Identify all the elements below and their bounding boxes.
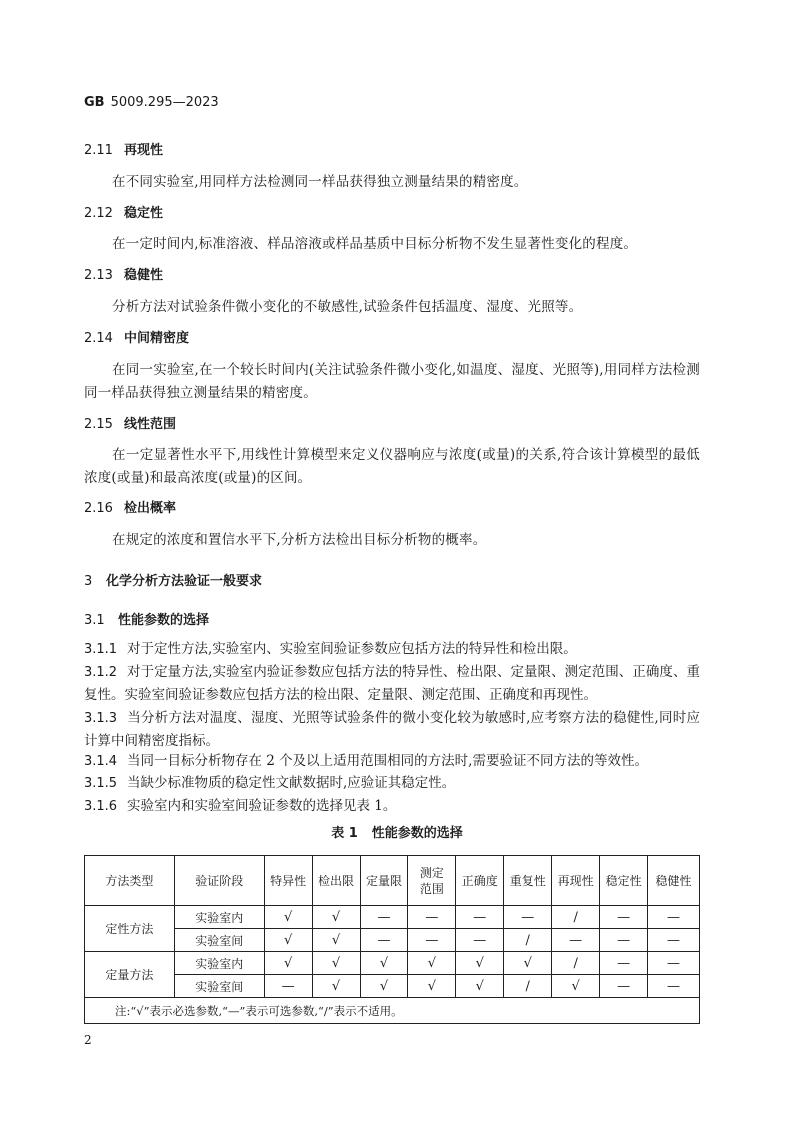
table-cell: / xyxy=(504,975,552,998)
table-cell: — xyxy=(264,975,312,998)
section-heading-2-16 xyxy=(84,497,176,520)
section-body-2-16: 在规定的浓度和置信水平下,分析方法检出目标分析物的概率。 xyxy=(112,532,487,548)
table-cell: √ xyxy=(312,929,360,952)
table-caption-number: 表 1 xyxy=(331,826,358,841)
section-heading-2-12 xyxy=(84,202,163,225)
clause-number: 3.1.1 xyxy=(84,642,118,657)
chapter-title: 化学分析方法验证一般要求 xyxy=(106,574,263,589)
table-cell: — xyxy=(648,975,700,998)
table-cell: — xyxy=(648,952,700,975)
table-cell: — xyxy=(360,906,408,929)
section-body-2-11: 在不同实验室,用同样方法检测同一样品获得独立测量结果的精密度。 xyxy=(112,174,528,190)
header-line: 测定 xyxy=(419,865,444,880)
clause-3-1-1 xyxy=(84,638,700,661)
table-cell: — xyxy=(408,929,456,952)
section-heading-2-15 xyxy=(84,413,176,436)
section-number: 2.16 xyxy=(84,501,113,516)
section-title: 再现性 xyxy=(124,143,164,158)
table-cell: √ xyxy=(552,975,600,998)
table-cell: √ xyxy=(456,975,504,998)
section-title: 检出概率 xyxy=(124,501,177,516)
section-number: 2.13 xyxy=(84,268,113,283)
table-cell: — xyxy=(360,929,408,952)
standard-code: 5009.295—2023 xyxy=(110,95,219,110)
table-note-row xyxy=(85,998,700,1024)
table-cell: √ xyxy=(456,952,504,975)
section-title: 稳定性 xyxy=(124,206,164,221)
clause-3-1-4 xyxy=(84,750,700,773)
clause-text: 对于定量方法,实验室内验证参数应包括方法的特异性、检出限、定量限、测定范围、正确度、重复性。实验室间验证参数应包括方法的检出限、定量限、测定范围、正确度和再现性。 xyxy=(84,664,700,703)
method-type-cell: 定量方法 xyxy=(85,952,175,998)
table-header-cell xyxy=(408,856,456,906)
standard-header xyxy=(84,95,219,110)
table-cell: — xyxy=(456,929,504,952)
clause-number: 3.1.4 xyxy=(84,754,118,769)
chapter-number: 3 xyxy=(84,574,93,589)
stage-cell: 实验室内 xyxy=(174,906,264,929)
clause-number: 3.1.2 xyxy=(84,665,118,680)
section-title: 性能参数的选择 xyxy=(118,613,210,628)
page-number: 2 xyxy=(84,1033,92,1047)
table-caption xyxy=(0,822,794,845)
table-header-cell: 稳定性 xyxy=(600,856,648,906)
stage-cell: 实验室间 xyxy=(174,975,264,998)
table-cell: — xyxy=(648,906,700,929)
performance-parameter-table xyxy=(84,855,700,1024)
table-header-cell: 方法类型 xyxy=(85,856,175,906)
clause-number: 3.1.6 xyxy=(84,799,118,814)
table-cell: √ xyxy=(360,975,408,998)
table-cell: √ xyxy=(312,952,360,975)
table-header-cell: 稳健性 xyxy=(648,856,700,906)
clause-number: 3.1.3 xyxy=(84,711,118,726)
table-header-cell: 正确度 xyxy=(456,856,504,906)
method-type-cell: 定性方法 xyxy=(85,906,175,952)
section-body-2-14: 在同一实验室,在一个较长时间内(关注试验条件微小变化,如温度、湿度、光照等),用同样方法检测同一样品获得独立测量结果的精密度。 xyxy=(84,362,700,401)
table-header-cell: 重复性 xyxy=(504,856,552,906)
table-cell: √ xyxy=(312,975,360,998)
table-cell: / xyxy=(552,952,600,975)
stage-cell: 实验室内 xyxy=(174,952,264,975)
clause-3-1-2 xyxy=(84,661,700,707)
section-body-2-13: 分析方法对试验条件微小变化的不敏感性,试验条件包括温度、湿度、光照等。 xyxy=(112,299,583,315)
table-cell: √ xyxy=(408,952,456,975)
section-heading-3-1 xyxy=(84,609,209,632)
table-cell: / xyxy=(552,906,600,929)
table-cell: — xyxy=(504,906,552,929)
section-number: 2.15 xyxy=(84,417,113,432)
stage-cell: 实验室间 xyxy=(174,929,264,952)
table-header-cell: 特异性 xyxy=(264,856,312,906)
section-body-2-12: 在一定时间内,标准溶液、样品溶液或样品基质中目标分析物不发生显著性变化的程度。 xyxy=(112,236,638,252)
section-title: 线性范围 xyxy=(124,417,177,432)
table-cell: — xyxy=(600,929,648,952)
table-cell: — xyxy=(600,906,648,929)
table-cell: — xyxy=(600,975,648,998)
table-row xyxy=(85,929,700,952)
section-title: 稳健性 xyxy=(124,268,164,283)
section-body-2-15: 在一定显著性水平下,用线性计算模型来定义仪器响应与浓度(或量)的关系,符合该计算模型的最低浓度(或量)和最高浓度(或量)的区间。 xyxy=(84,447,700,486)
table-row xyxy=(85,975,700,998)
table-cell: — xyxy=(648,929,700,952)
table-cell: — xyxy=(456,906,504,929)
table-row xyxy=(85,906,700,929)
table-header-cell: 验证阶段 xyxy=(174,856,264,906)
table-cell: √ xyxy=(408,975,456,998)
header-line: 范围 xyxy=(419,881,444,896)
section-number: 3.1 xyxy=(84,613,105,628)
table-cell: — xyxy=(552,929,600,952)
table-header-cell: 再现性 xyxy=(552,856,600,906)
clause-text: 当同一目标分析物存在 2 个及以上适用范围相同的方法时,需要验证不同方法的等效性。 xyxy=(127,753,648,769)
table-cell: — xyxy=(408,906,456,929)
table-cell: √ xyxy=(264,929,312,952)
table-cell: √ xyxy=(360,952,408,975)
section-heading-2-11 xyxy=(84,139,163,162)
standard-prefix: GB xyxy=(84,95,105,110)
clause-text: 对于定性方法,实验室内、实验室间验证参数应包括方法的特异性和检出限。 xyxy=(127,641,577,657)
table-header-cell: 检出限 xyxy=(312,856,360,906)
table-header-cell: 定量限 xyxy=(360,856,408,906)
chapter-heading-3 xyxy=(84,570,262,593)
section-heading-2-13 xyxy=(84,264,163,287)
clause-text: 当分析方法对温度、湿度、光照等试验条件的微小变化较为敏感时,应考察方法的稳健性,同时应计算中间精密度指标。 xyxy=(84,710,700,749)
table-cell: √ xyxy=(504,952,552,975)
table-cell: — xyxy=(600,952,648,975)
clause-number: 3.1.5 xyxy=(84,776,118,791)
clause-text: 当缺少标准物质的稳定性文献数据时,应验证其稳定性。 xyxy=(127,775,456,791)
table-cell: √ xyxy=(312,906,360,929)
table-cell: / xyxy=(504,929,552,952)
table-caption-title: 性能参数的选择 xyxy=(371,826,463,841)
section-title: 中间精密度 xyxy=(124,331,190,346)
clause-3-1-6 xyxy=(84,795,700,818)
table-cell: √ xyxy=(264,906,312,929)
clause-text: 实验室内和实验室间验证参数的选择见表 1。 xyxy=(127,798,397,814)
clause-3-1-3 xyxy=(84,707,700,753)
table-row xyxy=(85,952,700,975)
table-note: 注:“√”表示必选参数,“—”表示可选参数,“/”表示不适用。 xyxy=(85,998,700,1024)
table-header-row xyxy=(85,856,700,906)
table-cell: √ xyxy=(264,952,312,975)
section-number: 2.11 xyxy=(84,143,113,158)
section-number: 2.14 xyxy=(84,331,113,346)
section-heading-2-14 xyxy=(84,327,189,350)
section-number: 2.12 xyxy=(84,206,113,221)
clause-3-1-5 xyxy=(84,772,700,795)
